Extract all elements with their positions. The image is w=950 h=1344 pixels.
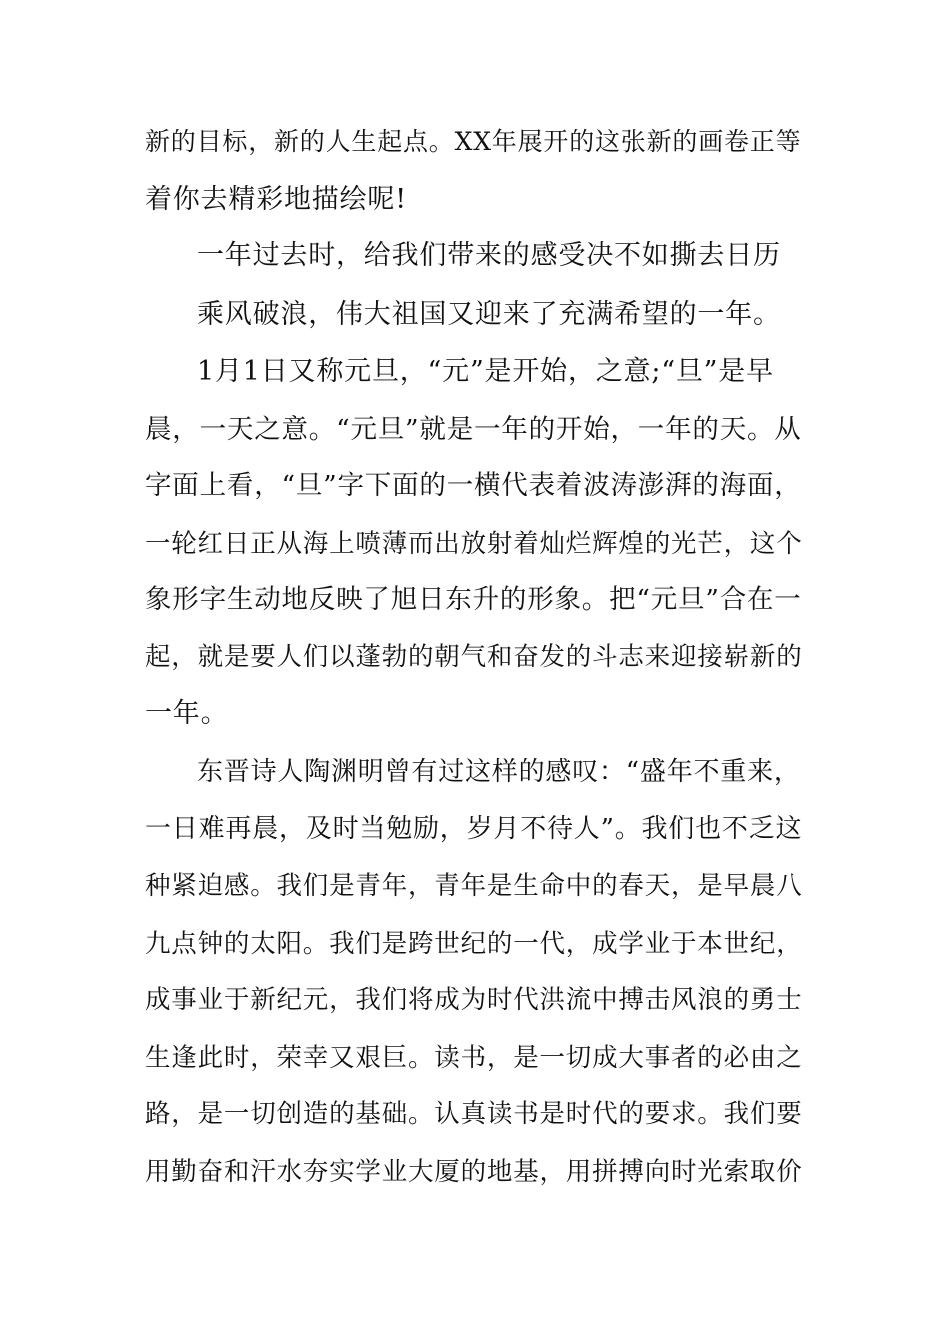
paragraph-line: 东晋诗人陶渊明曾有过这样的感叹：“盛年不重来， — [197, 757, 801, 787]
text-line: 路，是一切创造的基础。认真读书是时代的要求。我们要 — [145, 1099, 803, 1129]
text-line: 种紧迫感。我们是青年，青年是生命中的春天，是早晨八 — [145, 871, 803, 901]
text-line: 起，就是要人们以蓬勃的朝气和奋发的斗志来迎接崭新的 — [145, 642, 803, 672]
text-line: 一轮红日正从海上喷薄而出放射着灿烂辉煌的光芒，这个 — [145, 529, 803, 559]
text-line: 一年。 — [145, 698, 229, 729]
text-line: 象形字生动地反映了旭日东升的形象。把“元旦”合在一 — [145, 584, 802, 615]
text-line: 九点钟的太阳。我们是跨世纪的一代，成学业于本世纪， — [145, 929, 803, 959]
text-line: 成事业于新纪元，我们将成为时代洪流中搏击风浪的勇士 — [145, 985, 803, 1015]
paragraph-line: 一年过去时，给我们带来的感受决不如撕去日历 — [197, 240, 781, 271]
text-line: 晨，一天之意。“元旦”就是一年的开始，一年的天。从 — [145, 414, 802, 445]
text-line: 字面上看，“旦”字下面的一横代表着波涛澎湃的海面， — [145, 470, 802, 501]
text-line: 一日难再晨，及时当勉励，岁月不待人”。我们也不乏这 — [145, 814, 803, 844]
text-line: 生逢此时，荣幸又艰巨。读书，是一切成大事者的必由之 — [145, 1043, 803, 1073]
paragraph-line: 乘风破浪，伟大祖国又迎来了充满希望的一年。 — [197, 299, 781, 330]
text-line: 着你去精彩地描绘呢! — [145, 184, 407, 215]
text-line: 用勤奋和汗水夯实学业大厦的地基，用拼搏向时光索取价 — [145, 1157, 803, 1187]
text-line: 新的目标，新的人生起点。XX年展开的这张新的画卷正等 — [145, 127, 802, 156]
paragraph-line: 1月1日又称元旦，“元”是开始，之意;“旦”是早 — [197, 356, 774, 387]
